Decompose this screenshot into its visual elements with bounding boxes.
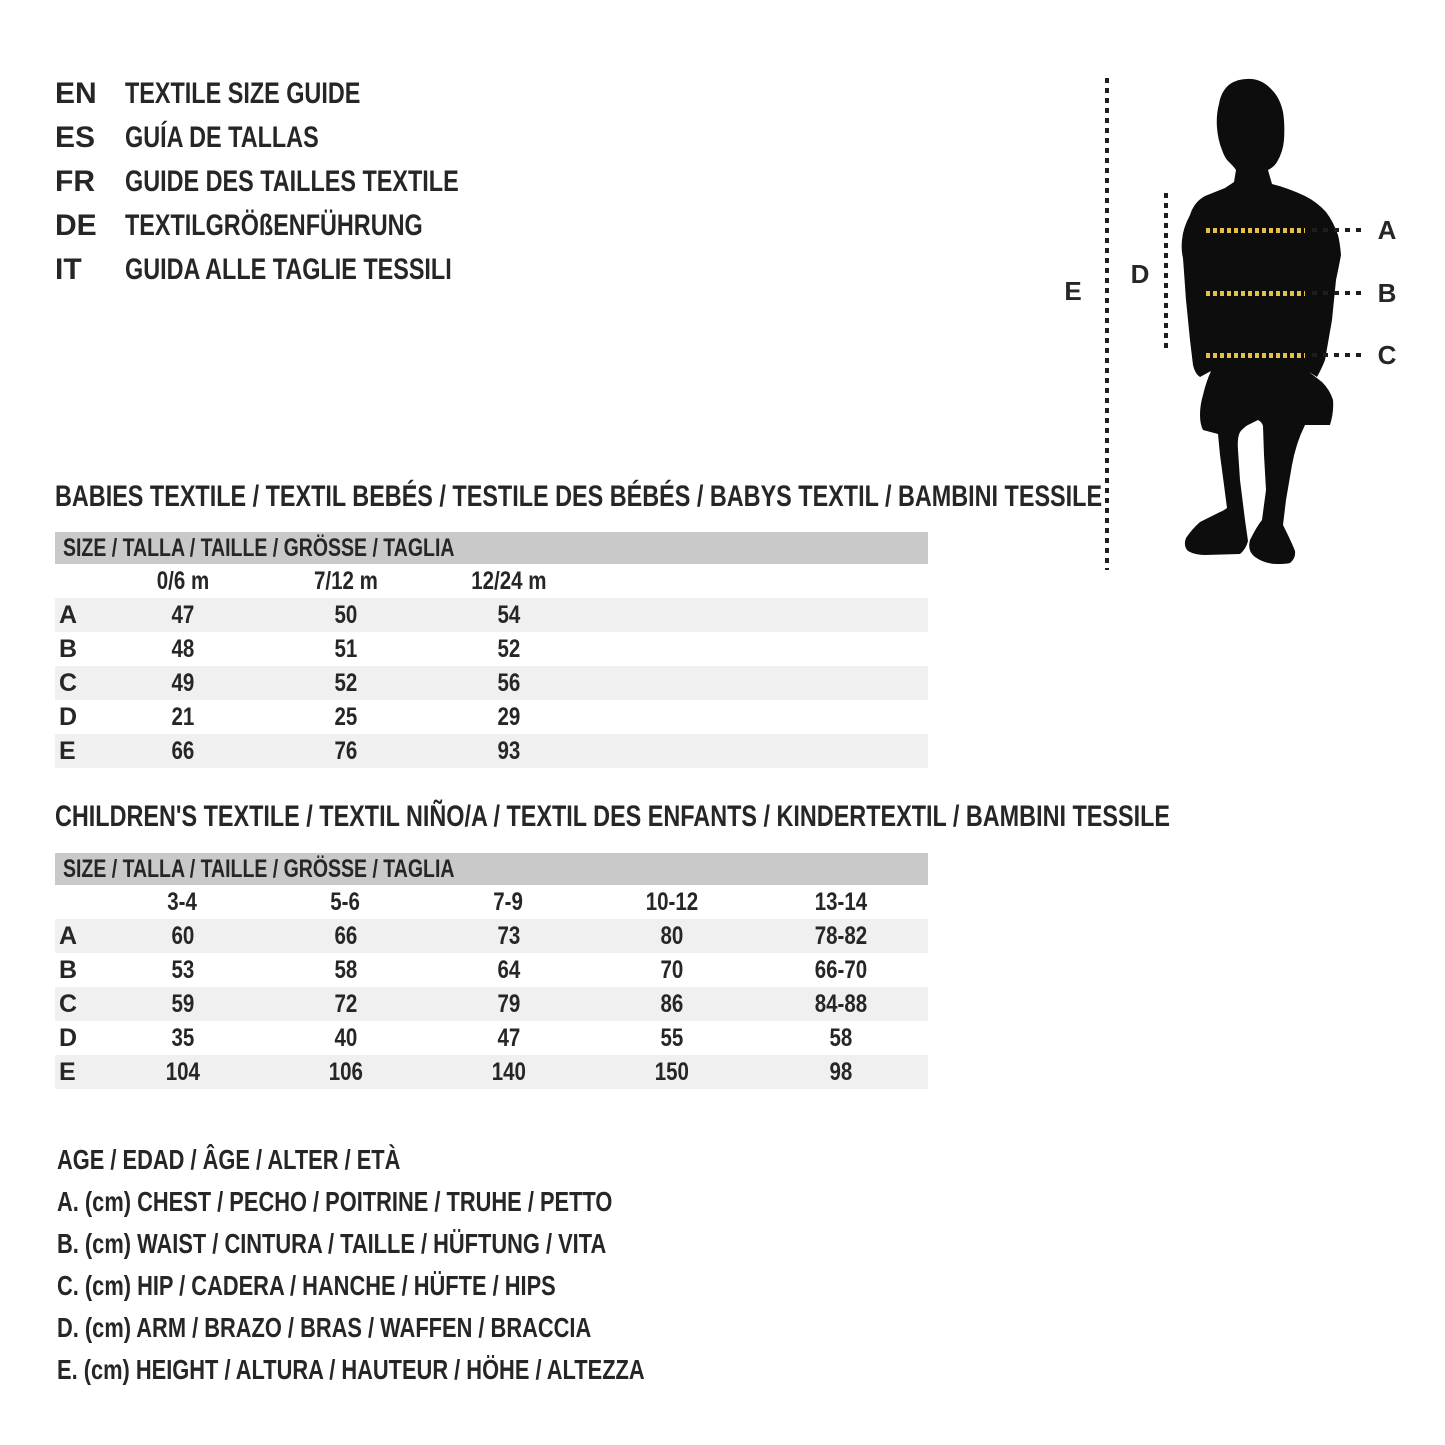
column-header: 13-14 — [814, 887, 867, 916]
cell-value: 47 — [497, 1023, 520, 1052]
language-row-en — [55, 72, 553, 116]
language-code: FR — [55, 165, 95, 198]
hip-leader-dots — [1312, 353, 1365, 357]
cell-value: 64 — [497, 955, 520, 984]
language-row-es — [55, 116, 553, 160]
column-header: 0/6 m — [156, 566, 209, 595]
waist-leader-dots — [1312, 291, 1365, 295]
language-row-fr — [55, 160, 553, 204]
cell-value: 66 — [171, 736, 194, 765]
row-label: A — [59, 921, 78, 950]
language-row-it — [55, 248, 553, 292]
measure-label-e: E — [1064, 276, 1082, 306]
cell-value: 86 — [660, 989, 683, 1018]
cell-value: 50 — [334, 600, 357, 629]
language-code: DE — [55, 209, 97, 242]
cell-value: 66 — [334, 921, 357, 950]
chest-leader-dots — [1312, 228, 1365, 232]
babies-size-table — [55, 532, 928, 768]
cell-value: 55 — [660, 1023, 683, 1052]
row-label: D — [59, 702, 78, 731]
cell-value: 58 — [829, 1023, 852, 1052]
row-label: C — [59, 668, 78, 697]
cell-value: 80 — [660, 921, 683, 950]
table-row-e — [55, 1055, 928, 1089]
cell-value: 54 — [497, 600, 520, 629]
legend-line-waist: B. (cm) WAIST / CINTURA / TAILLE / HÜFTUNG / VITA — [57, 1228, 607, 1259]
legend-line-arm: D. (cm) ARM / BRAZO / BRAS / WAFFEN / BRACCIA — [57, 1312, 592, 1343]
cell-value: 47 — [171, 600, 194, 629]
row-label: B — [59, 634, 78, 663]
cell-value: 73 — [497, 921, 520, 950]
cell-value: 58 — [334, 955, 357, 984]
cell-value: 93 — [497, 736, 520, 765]
language-title: GUIDA ALLE TAGLIE TESSILI — [125, 253, 452, 286]
measure-label-c: C — [1377, 340, 1397, 370]
cell-value: 104 — [165, 1057, 200, 1086]
language-title: GUIDE DES TAILLES TEXTILE — [125, 165, 459, 198]
cell-value: 29 — [497, 702, 520, 731]
cell-value: 72 — [334, 989, 357, 1018]
waist-measure-dash-b — [1206, 291, 1305, 296]
cell-value: 106 — [328, 1057, 363, 1086]
cell-value: 53 — [171, 955, 194, 984]
measure-label-d: D — [1130, 259, 1150, 289]
table-row-c — [55, 987, 928, 1021]
row-label: A — [59, 600, 78, 629]
language-row-de — [55, 204, 553, 248]
cell-value: 66-70 — [814, 955, 867, 984]
cell-value: 84-88 — [814, 989, 867, 1018]
column-header: 7-9 — [493, 887, 524, 916]
cell-value: 59 — [171, 989, 194, 1018]
table-row-a — [55, 919, 928, 953]
table-row-d — [55, 1021, 928, 1055]
size-header-band: SIZE / TALLA / TAILLE / GRÖSSE / TAGLIA — [55, 532, 928, 564]
cell-value: 49 — [171, 668, 194, 697]
cell-value: 21 — [171, 702, 194, 731]
cell-value: 40 — [334, 1023, 357, 1052]
column-header-row — [55, 564, 928, 598]
legend-line-height: E. (cm) HEIGHT / ALTURA / HAUTEUR / HÖHE / ALTEZZA — [57, 1354, 645, 1385]
cell-value: 60 — [171, 921, 194, 950]
cell-value: 70 — [660, 955, 683, 984]
row-label: B — [59, 955, 78, 984]
language-title: TEXTILE SIZE GUIDE — [125, 77, 361, 110]
column-header-row — [55, 885, 928, 919]
language-title: GUÍA DE TALLAS — [125, 121, 319, 154]
language-title: TEXTILGRÖßENFÜHRUNG — [125, 209, 423, 242]
table-row-a — [55, 598, 928, 632]
cell-value: 79 — [497, 989, 520, 1018]
column-header: 3-4 — [167, 887, 198, 916]
hip-measure-dash-c — [1206, 353, 1305, 358]
measure-label-b: B — [1377, 278, 1397, 308]
children-size-table — [55, 853, 928, 1089]
language-code: ES — [55, 121, 96, 154]
cell-value: 48 — [171, 634, 194, 663]
legend-line-age: AGE / EDAD / ÂGE / ALTER / ETÀ — [57, 1144, 401, 1175]
cell-value: 51 — [334, 634, 357, 663]
table-row-b — [55, 632, 928, 666]
babies-section-title: BABIES TEXTILE / TEXTIL BEBÉS / TESTILE DES BÉBÉS / BABYS TEXTIL / BAMBINI TESSILE — [55, 480, 1103, 513]
row-label: E — [59, 736, 76, 765]
cell-value: 76 — [334, 736, 357, 765]
size-header-band: SIZE / TALLA / TAILLE / GRÖSSE / TAGLIA — [55, 853, 928, 885]
row-label: C — [59, 989, 78, 1018]
legend-line-hip: C. (cm) HIP / CADERA / HANCHE / HÜFTE / HIPS — [57, 1270, 556, 1301]
cell-value: 25 — [334, 702, 357, 731]
column-header: 5-6 — [330, 887, 361, 916]
cell-value: 35 — [171, 1023, 194, 1052]
cell-value: 56 — [497, 668, 520, 697]
table-row-e — [55, 734, 928, 768]
cell-value: 52 — [334, 668, 357, 697]
measurement-legend — [57, 1139, 810, 1391]
column-header: 10-12 — [645, 887, 698, 916]
chest-measure-dash-a — [1206, 228, 1305, 233]
table-row-b — [55, 953, 928, 987]
cell-value: 78-82 — [814, 921, 867, 950]
table-row-c — [55, 666, 928, 700]
row-label: E — [59, 1057, 76, 1086]
column-header: 7/12 m — [313, 566, 378, 595]
column-header: 12/24 m — [470, 566, 547, 595]
cell-value: 150 — [654, 1057, 689, 1086]
language-title-list — [55, 72, 553, 292]
cell-value: 98 — [829, 1057, 852, 1086]
language-code: EN — [55, 77, 97, 110]
legend-line-chest: A. (cm) CHEST / PECHO / POITRINE / TRUHE / PETTO — [57, 1186, 613, 1217]
table-row-d — [55, 700, 928, 734]
language-code: IT — [55, 253, 82, 286]
row-label: D — [59, 1023, 78, 1052]
cell-value: 52 — [497, 634, 520, 663]
cell-value: 140 — [491, 1057, 526, 1086]
children-section-title: CHILDREN'S TEXTILE / TEXTIL NIÑO/A / TEXTIL DES ENFANTS / KINDERTEXTIL / BAMBINI TESSILE — [55, 800, 1170, 833]
measure-label-a: A — [1377, 215, 1397, 245]
